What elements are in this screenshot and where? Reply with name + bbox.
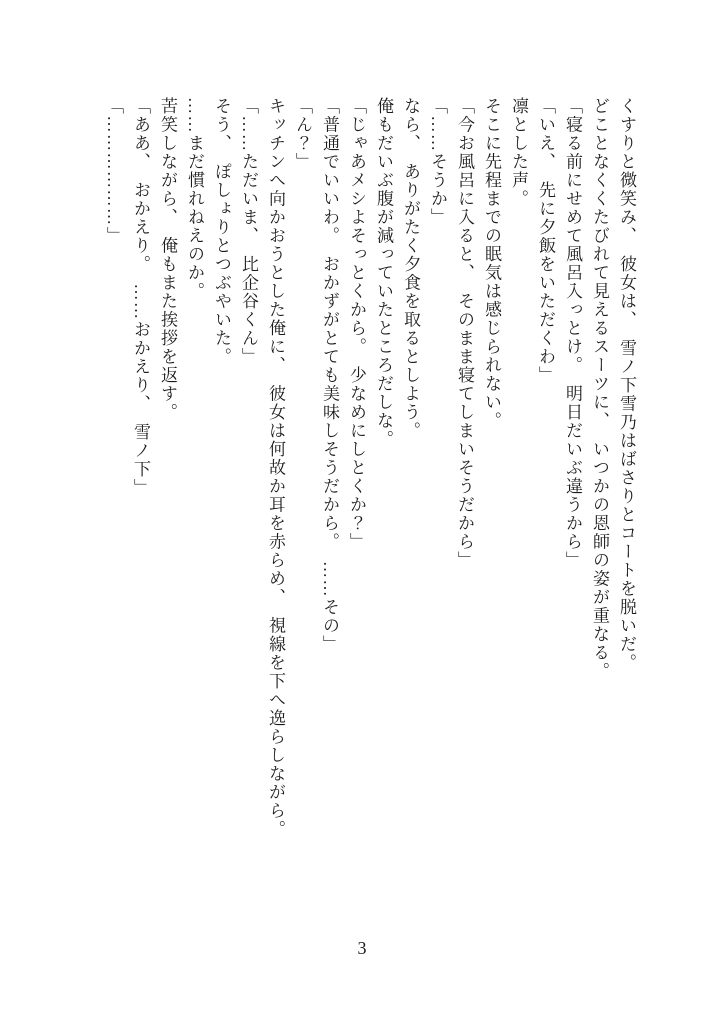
text-line: 「今お風呂に入ると、 そのまま寝てしまいそうだから」: [455, 97, 474, 570]
text-line: ……まだ慣れねえのか。: [185, 97, 204, 301]
text-line: そこに先程までの眠気は感じられない。: [482, 97, 501, 430]
text-line: 「………………」: [104, 97, 123, 245]
page-footer: [0, 938, 724, 959]
page-number: 3: [357, 938, 367, 958]
text-line: 「じゃあメシよそっとくから。 少なめにしとくか？」: [347, 97, 366, 551]
text-line: そう、 ぽしょりとつぶやいた。: [212, 97, 231, 366]
text-line: 凛とした声。: [509, 97, 528, 208]
text-line: 「……そうか」: [428, 97, 447, 227]
text-line: 「普通でいいわ。 おかずがとても美味しそうだから。 ……その」: [320, 97, 339, 654]
text-line: キッチンへ向かおうとした俺に、 彼女は何故か耳を赤らめ、 視線を下へ逸らしながら。: [266, 97, 285, 839]
text-line: 「寝る前にせめて風呂入っとけ。 明日だいぶ違うから」: [563, 97, 582, 570]
text-line: どことなくくたびれて見えるスーツに、 いつかの恩師の姿が重なる。: [590, 97, 609, 681]
text-line: なら、 ありがたく夕食を取るとしよう。: [401, 97, 420, 440]
text-line: くすりと微笑み、 彼女は、 雪ノ下雪乃はばさりとコートを脱いだ。: [617, 97, 636, 672]
text-line: 「ああ、 おかえり。 ……おかえり、 雪ノ下」: [131, 97, 150, 497]
text-line: 「ん？」: [293, 97, 312, 171]
text-line: 「……ただいま、 比企谷くん」: [239, 97, 258, 366]
novel-text-block: [100, 97, 640, 897]
text-line: 「いえ、 先に夕飯をいただくわ」: [536, 97, 555, 385]
text-line: 苦笑しながら、 俺もまた挨拶を返す。: [158, 97, 177, 422]
text-line: 俺もだいぶ腹が減っていたところだしな。: [374, 97, 393, 449]
